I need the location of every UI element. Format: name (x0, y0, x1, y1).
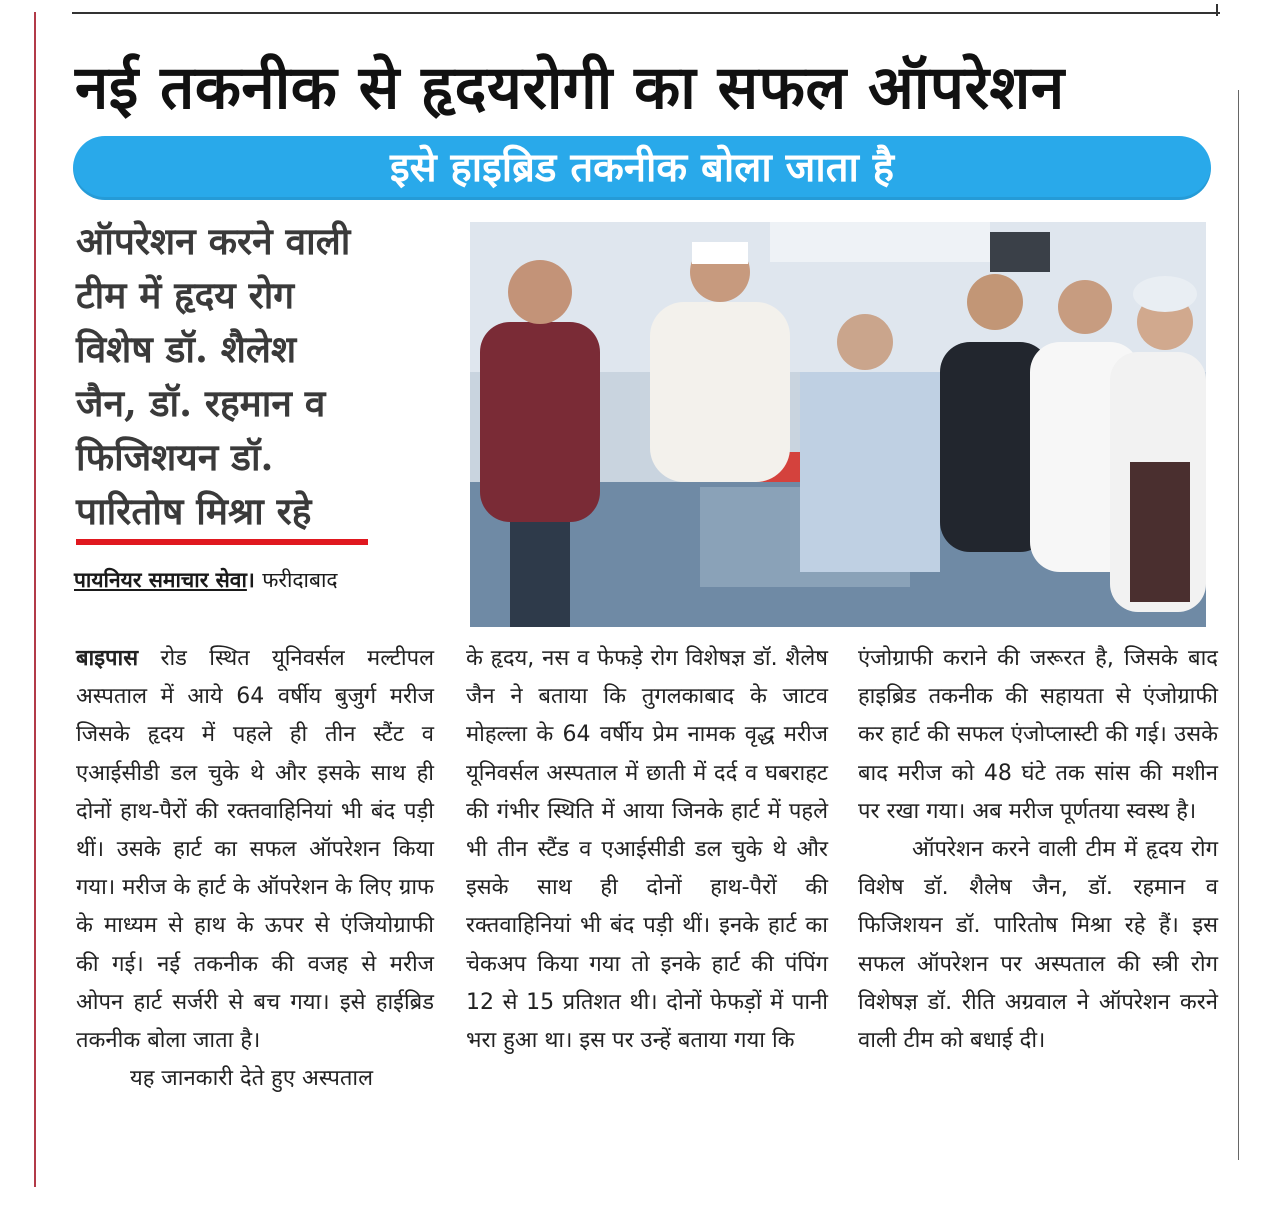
pull-quote-line: विशेष डॉ. शैलेश (76, 327, 297, 371)
pull-quote-underline (76, 539, 368, 545)
byline-separator: । (246, 568, 255, 592)
byline (74, 566, 454, 594)
subheadline: इसे हाइब्रिड तकनीक बोला जाता है (389, 145, 895, 191)
article-column-2 (466, 640, 828, 1060)
article-paragraph: यह जानकारी देते हुए अस्पताल (130, 1066, 374, 1092)
byline-agency: पायनियर समाचार सेवा (74, 568, 247, 592)
article-paragraph: के हृदय, नस व फेफड़े रोग विशेषज्ञ डॉ. शैलेष जैन ने बताया कि तुगलकाबाद के जाटव मोहल्ला के 64 वर्षीय प्रेम नामक वृद्ध मरीज यूनिवर्सल अस्पताल में छाती में दर्द व घबराहट की गंभीर स्थिति में आया जिनके हार्ट में पहले भी तीन स्टैंड व एआईसीडी डल चुके थे और इसके साथ ही दोनों हाथ-पैरों की रक्तवाहिनियां भी बंद पड़ी थीं। इनके हार्ट का चेकअप किया गया तो इनके हार्ट की पंपिंग 12 से 15 प्रतिशत थी। दोनों फेफड़ों में पानी भरा हुआ था। इस पर उन्हें बताया गया कि (466, 646, 828, 1054)
top-border-rule (72, 12, 1220, 14)
article-paragraph: एंजोग्राफी कराने की जरूरत है, जिसके बाद हाइब्रिड तकनीक की सहायता से एंजोग्राफी कर हार्ट की सफल एंजोप्लास्टी की गई। उसके बाद मरीज को 48 घंटे तक सांस की मशीन पर रखा गया। अब मरीज पूर्णतया स्वस्थ है। (858, 646, 1218, 824)
pull-quote-line: पारितोष मिश्रा रहे (76, 489, 312, 533)
headline: नई तकनीक से हृदयरोगी का सफल ऑपरेशन (75, 53, 1065, 123)
article-text: रोड स्थित यूनिवर्सल मल्टीपल अस्पताल में आये 64 वर्षीय बुजुर्ग मरीज जिसके हृदय में पहले ही तीन स्टैंट व एआईसीडी डल चुके थे और इसके साथ ही दोनों हाथ-पैरों की रक्तवाहिनियां भी बंद पड़ी थीं। उसके हार्ट का सफल ऑपरेशन किया गया। मरीज के हार्ट के ऑपरेशन के लिए ग्राफ के माध्यम से हाथ के ऊपर से एंजियोग्राफी की गई। नई तकनीक की वजह से मरीज ओपन हार्ट सर्जरी से बच गया। इसे हाईब्रिड तकनीक बोला जाता है। (76, 646, 434, 1054)
left-margin-rule (34, 12, 36, 1187)
article-paragraph: ऑपरेशन करने वाली टीम में हृदय रोग विशेष डॉ. शैलेष जैन, डॉ. रहमान व फिजिशयन डॉ. पारितोष मिश्रा रहे हैं। इस सफल ऑपरेशन पर अस्पताल की स्त्री रोग विशेषज्ञ डॉ. रीति अग्रवाल ने ऑपरेशन करने वाली टीम को बधाई दी। (858, 837, 1218, 1054)
subheadline-banner (73, 136, 1211, 200)
top-border-tick (1216, 4, 1218, 16)
article-column-3 (858, 640, 1218, 1060)
pull-quote (76, 214, 456, 538)
pull-quote-line: टीम में हृदय रोग (76, 273, 295, 317)
pull-quote-line: ऑपरेशन करने वाली (76, 219, 351, 263)
right-margin-rule (1238, 90, 1239, 1160)
pull-quote-line: जैन, डॉ. रहमान व (76, 381, 326, 425)
news-photo (470, 222, 1206, 627)
byline-city: फरीदाबाद (262, 568, 338, 592)
article-column-1 (76, 640, 434, 1098)
hospital-team-photo (470, 222, 1206, 627)
pull-quote-line: फिजिशयन डॉ. (76, 435, 274, 479)
article-lead-word: बाइपास (76, 646, 139, 671)
article-paragraph (76, 640, 434, 1060)
